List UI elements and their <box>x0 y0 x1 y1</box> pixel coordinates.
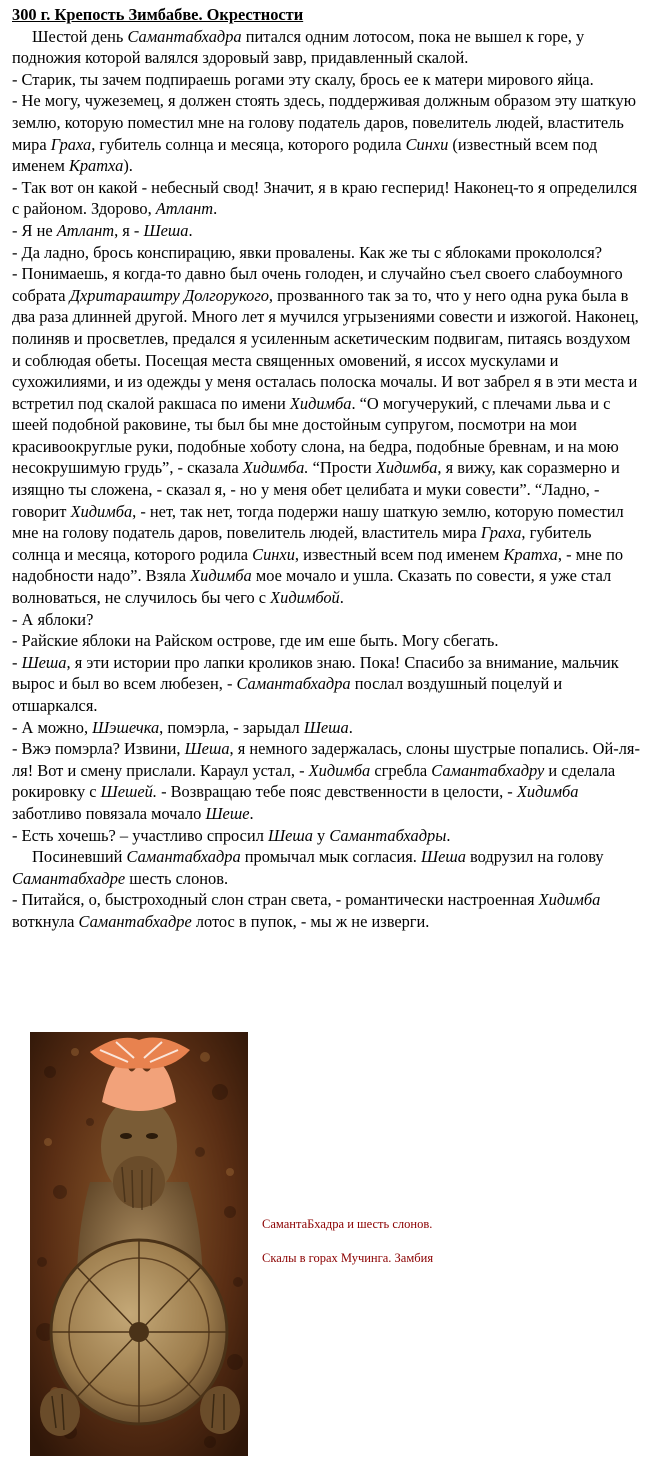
text-run: промычал мык согласия. <box>240 847 421 867</box>
character-name: Шеша <box>21 652 67 672</box>
document-body <box>12 4 642 933</box>
character-name: Самантабхадру <box>431 760 545 780</box>
text-run: , я - <box>114 220 144 240</box>
text-run: ). <box>123 156 133 176</box>
caption-line-1: СамантаБхадра и шесть слонов. <box>262 1217 433 1231</box>
paragraph <box>12 220 642 242</box>
story-text <box>12 26 642 933</box>
text-run: - Возвращаю тебе пояс девственности в целости, - <box>156 782 517 802</box>
paragraph <box>12 717 642 739</box>
caption-line-2: Скалы в горах Мучинга. Замбия <box>262 1251 434 1265</box>
character-name: Самантабхадра <box>127 26 242 46</box>
character-name: Хидимба <box>70 501 133 521</box>
text-run: - <box>12 652 22 672</box>
character-name: Шеша <box>143 220 189 240</box>
character-name: Хидимба <box>289 393 352 413</box>
text-run: и сделала рокировку с <box>12 760 616 802</box>
paragraph <box>12 263 642 609</box>
character-name: Хидимбой <box>270 588 340 608</box>
paragraph <box>12 177 642 220</box>
character-name: Атлант <box>56 220 115 240</box>
character-name: Хидимба. <box>242 458 309 478</box>
text-run: - Райские яблоки на Райском острове, где им еше быть. Могу сбегать. <box>12 631 499 651</box>
character-name: Граха <box>50 134 92 154</box>
text-run: , помэрла, - зарыдал <box>159 717 304 737</box>
text-run: . <box>188 220 193 240</box>
text-run: сгребла <box>370 760 432 780</box>
character-name: Шеша <box>184 739 230 759</box>
text-run: - А можно, <box>12 717 93 737</box>
text-run: , я вижу, как соразмерно и изящно ты сложена, - сказал я, - но у меня обет целибата и муки совести”. “Ладно, - говорит <box>12 458 620 521</box>
photo-caption <box>262 1216 433 1284</box>
character-name: Атлант <box>155 199 214 219</box>
paragraph <box>12 69 642 91</box>
text-run: послал воздушный поцелуй и отшаркался. <box>12 674 563 715</box>
text-run: - Я не <box>12 220 57 240</box>
text-run: - Понимаешь, я когда-то давно был очень голоден, и случайно съел своего слабоумного собрата <box>12 264 623 305</box>
text-run: “Прости <box>308 458 376 478</box>
text-run: . <box>339 588 344 608</box>
character-name: Кратха <box>68 156 124 176</box>
character-name: Синхи <box>405 134 449 154</box>
paragraph <box>12 630 642 652</box>
page-title: 300 г. Крепость Зимбабве. Окрестности <box>12 5 304 24</box>
character-name: Дхритараштру Долгорукого, <box>69 285 274 305</box>
paragraph <box>12 242 642 264</box>
character-name: Шеша <box>420 847 466 867</box>
character-name: Граха <box>480 523 522 543</box>
paragraph <box>12 652 642 717</box>
paragraph <box>12 609 642 631</box>
text-run: - Вжэ помэрла? Извини, <box>12 739 185 759</box>
text-run: Шестой день <box>32 26 128 46</box>
character-name: Самантабхадре <box>12 868 126 888</box>
character-name: Самантабхадра <box>236 674 351 694</box>
statue-photo <box>30 1032 248 1456</box>
text-run: у <box>312 825 330 845</box>
character-name: Самантабхадре <box>78 911 192 931</box>
character-name: Хидимба <box>375 458 438 478</box>
text-run: (известный всем под именем <box>12 134 598 176</box>
character-name: Шеше <box>205 803 250 823</box>
text-run: . “О могучерукий, с плечами льва и с шеей подобной раковине, ты был бы мне достойным супругом, посмотри на мои красивоокруглые руки, подобные хоботу слона, на бедра, подобные бревнам, и на мою несокрушимую грудь”, - сказала <box>12 393 619 478</box>
character-name: Шэшечка <box>92 717 160 737</box>
text-run: - Не могу, чужеземец, я должен стоять здесь, поддерживая должным образом эту шаткую землю, которую поместил мне на голову податель даров, повелитель людей, властитель мира <box>12 91 636 154</box>
character-name: Хидимба <box>538 890 601 910</box>
text-run: Посиневший <box>32 847 127 867</box>
character-name: Хидимба <box>516 782 579 802</box>
paragraph <box>12 825 642 847</box>
text-run: . <box>446 825 451 845</box>
text-run: - Так вот он какой - небесный свод! Значит, я в краю гесперид! Наконец-то я определился с районом. Здорово, <box>12 177 638 219</box>
text-run: - Старик, ты зачем подпираешь рогами эту скалу, брось ее к матери мирового яйца. <box>12 69 594 89</box>
text-run: . <box>249 803 254 823</box>
text-run: , губитель солнца и месяца, которого родила <box>12 523 592 564</box>
text-run: . <box>348 717 353 737</box>
character-name: Синхи <box>252 544 295 564</box>
text-run: . <box>213 199 218 219</box>
text-run: - Да ладно, брось конспирацию, явки провалены. Как же ты с яблоками прокололся? <box>12 242 603 262</box>
text-run: - Питайся, о, быстроходный слон стран света, - романтически настроенная <box>12 890 539 910</box>
text-run: , - нет, так нет, тогда подержи нашу шаткую землю, которую поместил мне на голову податель даров, повелитель людей, властитель мира <box>12 501 624 543</box>
character-name: Кратха <box>503 544 558 564</box>
text-run: заботливо повязала мочало <box>12 803 206 823</box>
text-run: - Есть хочешь? – участливо спросил <box>12 825 268 845</box>
text-run: , губитель солнца и месяца, которого родила <box>91 134 406 154</box>
paragraph <box>12 738 642 824</box>
text-run: шесть слонов. <box>125 868 229 888</box>
text-run: - А яблоки? <box>12 609 94 629</box>
paragraph <box>12 90 642 176</box>
paragraph <box>12 846 642 889</box>
text-run: мое мочало и ушла. Сказать по совести, я уже стал волноваться, не случилось бы чего с <box>12 566 612 608</box>
character-name: Самантабхадры <box>329 825 447 845</box>
character-name: Хидимба <box>308 760 371 780</box>
character-name: Шеша <box>267 825 313 845</box>
text-run: , я эти истории про лапки кроликов знаю. Пока! Спасибо за внимание, мальчик вырос и был во всем любезен, - <box>12 652 619 694</box>
text-run: , известный всем под именем <box>294 544 504 564</box>
text-run: питался одним лотосом, пока не вышел к горе, у подножия которой валялся здоровый завр, придавленный скалой. <box>12 26 585 68</box>
text-run: , я немного задержалась, слоны шустрые попались. Ой-ля-ля! Вот и смену прислали. Караул устал, - <box>12 739 640 780</box>
text-run: , - мне по надобности надо”. Взяла <box>12 544 624 586</box>
paragraph <box>12 26 642 69</box>
text-run: прозванного так за то, что у него одна рука была в два раза длинней другой. Много лет я мучился угрызениями совести и изжогой. Наконец, полиняв и просветлев, предался я усиленным аскетическим подвигам, питаясь воздухом и соблюдая обеты. Посещая места священных омовений, я иссох мускулами и сухожилиями, и из одежды у меня осталась полоска мочалы. И вот забрел я в эти места и встретил под скалой ракшаса по имени <box>12 285 639 413</box>
character-name: Шеша <box>303 717 349 737</box>
character-name: Самантабхадра <box>126 847 241 867</box>
character-name: Хидимба <box>190 566 252 586</box>
text-run: водрузил на голову <box>465 847 604 867</box>
paragraph <box>12 889 642 932</box>
text-run: воткнула <box>12 911 79 931</box>
character-name: Шешей. <box>100 782 157 802</box>
text-run: лотос в пупок, - мы ж не изверги. <box>191 911 430 931</box>
